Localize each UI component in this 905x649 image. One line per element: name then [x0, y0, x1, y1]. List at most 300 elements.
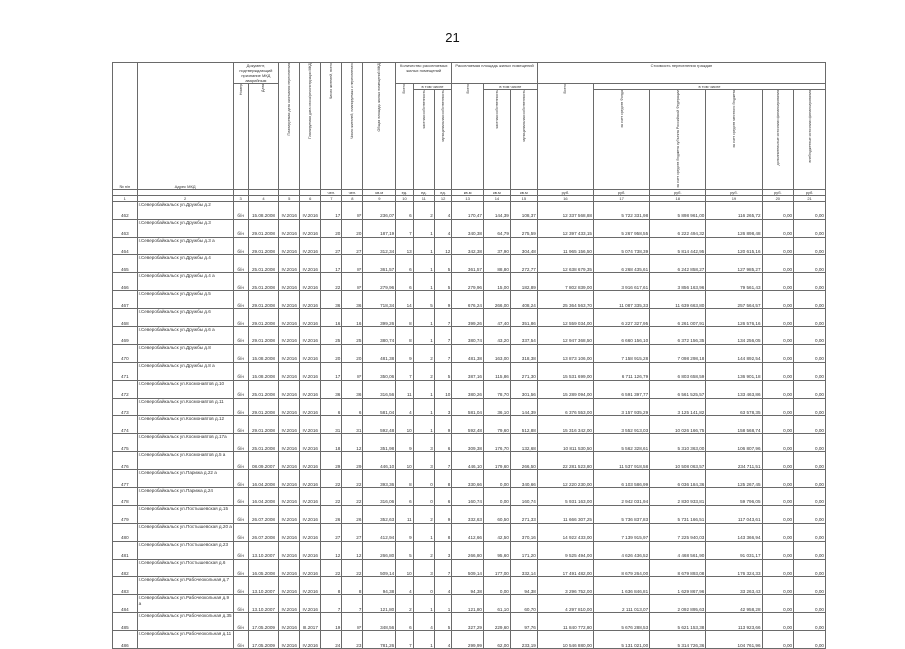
- table-cell: IV.2016: [279, 344, 300, 362]
- table-cell: 60,50: [483, 505, 510, 523]
- table-cell: 0,00: [762, 237, 794, 255]
- table-cell: 0,00: [762, 326, 794, 344]
- unit-cell: кв.м: [452, 189, 484, 195]
- column-index-cell: 13: [452, 195, 484, 201]
- table-cell: 12 947 368,50: [537, 326, 593, 344]
- table-cell: 8: [321, 577, 342, 595]
- table-cell: 5 074 738,39: [594, 237, 650, 255]
- table-cell: б/н: [233, 452, 248, 470]
- table-cell: 61,10: [483, 595, 510, 613]
- table-cell: 332,63: [452, 505, 484, 523]
- table-cell: 5 314 726,36: [650, 631, 706, 649]
- table-cell: 10: [396, 559, 414, 577]
- table-cell: 0,00: [794, 595, 826, 613]
- table-cell: 9 525 494,00: [537, 541, 593, 559]
- header-cell-area-total: Всего: [452, 84, 484, 190]
- table-cell: 399,26: [363, 309, 396, 327]
- table-cell: 8 679 264,00: [594, 559, 650, 577]
- table-cell: 408,24: [510, 291, 537, 309]
- table-cell: 8*: [342, 613, 363, 631]
- header-cell-area-private: частная собственность: [483, 90, 510, 190]
- table-cell: IV.2016: [279, 505, 300, 523]
- table-cell: 361,57: [363, 255, 396, 273]
- table-cell: 472: [113, 380, 138, 398]
- table-cell: 5 931 163,00: [537, 487, 593, 505]
- table-cell: IV.2016: [300, 434, 321, 452]
- table-cell: б/н: [233, 344, 248, 362]
- table-cell: 2 830 933,81: [650, 487, 706, 505]
- table-cell: 176 324,33: [706, 559, 762, 577]
- address-cell: г.Северобайкальск ул.Дружбы д.8 а: [137, 362, 233, 380]
- table-cell: 481,38: [452, 344, 484, 362]
- table-row: [113, 309, 826, 327]
- table-cell: б/н: [233, 273, 248, 291]
- table-cell: 0,00: [794, 505, 826, 523]
- table-cell: 234 711,51: [706, 452, 762, 470]
- table-cell: 462: [113, 201, 138, 219]
- table-cell: 13.10.2007: [248, 595, 278, 613]
- table-cell: 8: [434, 523, 452, 541]
- header-cell-cost-extrabudget: внебюджетные источники финансирования: [794, 90, 826, 190]
- table-cell: 94,38: [510, 577, 537, 595]
- table-cell: 348,56: [363, 613, 396, 631]
- table-cell: 0,00: [762, 595, 794, 613]
- table-cell: IV.2016: [300, 541, 321, 559]
- table-cell: 125 267,45: [706, 470, 762, 488]
- table-cell: 5 267 958,55: [594, 219, 650, 237]
- table-cell: 17 491 482,00: [537, 559, 593, 577]
- table-cell: 16.05.2008: [248, 559, 278, 577]
- table-cell: 95,60: [483, 541, 510, 559]
- table-cell: 3: [413, 434, 434, 452]
- table-cell: 0,00: [762, 541, 794, 559]
- table-cell: 380,74: [363, 326, 396, 344]
- unit-cell: руб.: [650, 189, 706, 195]
- table-cell: 2: [413, 344, 434, 362]
- table-cell: IV.2016: [300, 595, 321, 613]
- table-cell: 6: [396, 255, 414, 273]
- table-cell: 3: [413, 452, 434, 470]
- table-cell: 187,19: [363, 219, 396, 237]
- column-index-cell: 5: [279, 195, 300, 201]
- table-cell: 29.01.2008: [248, 416, 278, 434]
- table-cell: 8*: [342, 255, 363, 273]
- table-cell: 337,54: [510, 326, 537, 344]
- table-header: [113, 63, 826, 202]
- address-cell: г.Северобайкальск ул.Дружбы д.6: [137, 309, 233, 327]
- table-cell: 15,00: [483, 273, 510, 291]
- table-cell: 29.01.2008: [248, 219, 278, 237]
- table-cell: 1: [413, 237, 434, 255]
- table-row: [113, 487, 826, 505]
- table-cell: 31: [321, 416, 342, 434]
- table-cell: 781,26: [363, 631, 396, 649]
- table-cell: 24: [321, 631, 342, 649]
- table-cell: 12: [342, 434, 363, 452]
- table-cell: 117 043,61: [706, 505, 762, 523]
- table-cell: 7: [434, 452, 452, 470]
- table-cell: б/н: [233, 523, 248, 541]
- table-cell: 0,00: [794, 541, 826, 559]
- table-cell: 351,86: [510, 309, 537, 327]
- table-row: [113, 398, 826, 416]
- table-cell: 0,00: [794, 452, 826, 470]
- table-cell: 12: [321, 541, 342, 559]
- table-cell: 340,38: [452, 219, 484, 237]
- table-cell: 4 297 810,00: [537, 595, 593, 613]
- address-cell: г.Северобайкальск ул.Космонавтов д.10: [137, 380, 233, 398]
- table-cell: 309,38: [452, 434, 484, 452]
- table-cell: 0,00: [794, 219, 826, 237]
- address-cell: г.Северобайкальск ул.Космонавтов д.5 а: [137, 452, 233, 470]
- table-cell: 3 856 163,96: [650, 273, 706, 291]
- address-cell: г.Северобайкальск ул.Рабочеокольная д.35: [137, 613, 233, 631]
- table-cell: 0,00: [762, 219, 794, 237]
- header-cell-residents-total: Число жителей, всего: [321, 63, 342, 190]
- table-cell: 412,66: [452, 523, 484, 541]
- table-cell: 271,33: [510, 505, 537, 523]
- unit-cell: чел.: [321, 189, 342, 195]
- table-cell: 6 711 126,79: [594, 362, 650, 380]
- table-cell: 08.09.2007: [248, 452, 278, 470]
- table-cell: IV.2016: [279, 273, 300, 291]
- table-cell: 279,96: [452, 273, 484, 291]
- table-cell: 108,37: [510, 201, 537, 219]
- table-cell: 14 922 433,00: [537, 523, 593, 541]
- table-cell: 486: [113, 631, 138, 649]
- table-cell: IV.2016: [300, 273, 321, 291]
- table-cell: 25.01.2008: [248, 434, 278, 452]
- table-row: [113, 595, 826, 613]
- table-cell: 1: [413, 219, 434, 237]
- table-cell: 399,26: [452, 309, 484, 327]
- unit-cell: руб.: [794, 189, 826, 195]
- table-cell: IV.2016: [279, 309, 300, 327]
- table-cell: 6 222 494,32: [650, 219, 706, 237]
- table-cell: 0,00: [762, 362, 794, 380]
- unit-cell: руб.: [537, 189, 593, 195]
- table-cell: 5 562 328,61: [594, 434, 650, 452]
- table-cell: 0,00: [794, 398, 826, 416]
- table-cell: 26: [321, 505, 342, 523]
- table-cell: 8*: [342, 273, 363, 291]
- resettlement-table-wrapper: [112, 62, 826, 649]
- table-cell: б/н: [233, 237, 248, 255]
- table-cell: 6 268 435,61: [594, 255, 650, 273]
- table-cell: 266,80: [452, 541, 484, 559]
- table-cell: 11 666 307,25: [537, 505, 593, 523]
- table-cell: 6: [396, 201, 414, 219]
- column-index-cell: 16: [537, 195, 593, 201]
- table-cell: IV.2016: [300, 631, 321, 649]
- table-cell: IV.2016: [279, 541, 300, 559]
- table-cell: 9: [434, 416, 452, 434]
- table-cell: 279,96: [363, 273, 396, 291]
- table-cell: 0,00: [762, 577, 794, 595]
- table-row: [113, 344, 826, 362]
- table-cell: 0: [413, 487, 434, 505]
- table-cell: 7: [396, 362, 414, 380]
- table-cell: 31: [342, 416, 363, 434]
- table-cell: 1: [413, 631, 434, 649]
- table-cell: 36,10: [483, 398, 510, 416]
- header-sub-cost-incl: в том числе: [594, 84, 826, 90]
- table-cell: 126 898,48: [706, 219, 762, 237]
- address-cell: г.Северобайкальск ул.Космонавтов д.17а: [137, 434, 233, 452]
- table-cell: IV.2016: [279, 291, 300, 309]
- table-cell: 79,60: [483, 416, 510, 434]
- table-cell: 22: [321, 559, 342, 577]
- table-cell: 481: [113, 541, 138, 559]
- table-row: [113, 434, 826, 452]
- table-cell: IV.2016: [300, 255, 321, 273]
- table-row: [113, 237, 826, 255]
- table-cell: 22 281 523,80: [537, 452, 593, 470]
- header-cell-residents-resettled: Число жителей, планируемых к переселению: [342, 63, 363, 190]
- table-cell: 121,80: [363, 595, 396, 613]
- table-cell: 22: [342, 559, 363, 577]
- table-cell: 4: [434, 577, 452, 595]
- table-cell: 0,00: [762, 470, 794, 488]
- table-cell: IV.2016: [279, 255, 300, 273]
- header-cell-rooms-private: частная собственность: [413, 90, 434, 190]
- table-cell: 12 220 230,00: [537, 470, 593, 488]
- table-cell: 304,48: [510, 237, 537, 255]
- table-cell: 115,86: [483, 362, 510, 380]
- table-cell: IV.2016: [279, 398, 300, 416]
- table-cell: 15 531 699,00: [537, 362, 593, 380]
- table-cell: 484: [113, 595, 138, 613]
- table-cell: 483: [113, 577, 138, 595]
- address-cell: г.Северобайкальск ул.Дружбы д.3: [137, 219, 233, 237]
- table-cell: 20: [342, 219, 363, 237]
- header-group-documents: Документ, подтверждающий признание МКД аварийным: [233, 63, 279, 84]
- column-index-cell: 2: [137, 195, 233, 201]
- table-cell: 13: [396, 237, 414, 255]
- column-index-cell: 11: [413, 195, 434, 201]
- table-cell: 0,00: [794, 309, 826, 327]
- table-cell: 3 125 141,82: [650, 398, 706, 416]
- table-cell: IV.2016: [300, 326, 321, 344]
- table-cell: 7: [342, 595, 363, 613]
- table-cell: 0,00: [794, 326, 826, 344]
- table-cell: 27: [321, 523, 342, 541]
- table-cell: 6 242 858,27: [650, 255, 706, 273]
- table-row: [113, 452, 826, 470]
- table-cell: 36: [342, 380, 363, 398]
- table-cell: 6 376 553,00: [537, 398, 593, 416]
- table-cell: 1: [413, 255, 434, 273]
- table-cell: б/н: [233, 434, 248, 452]
- table-cell: б/н: [233, 362, 248, 380]
- table-cell: 60,70: [510, 595, 537, 613]
- header-cell-resettlement-date: Планируемая дата окончания переселения: [279, 63, 300, 190]
- unit-cell: кв.м: [363, 189, 396, 195]
- table-cell: 116 265,72: [706, 201, 762, 219]
- table-cell: 482: [113, 559, 138, 577]
- table-cell: 5 898 961,00: [650, 201, 706, 219]
- header-group-rooms: Количество расселяемых жилых помещений: [396, 63, 452, 84]
- table-cell: 1: [413, 326, 434, 344]
- address-cell: г.Северобайкальск ул.Постышевская д.23: [137, 541, 233, 559]
- table-cell: 330,66: [452, 470, 484, 488]
- table-cell: 10 026 166,75: [650, 416, 706, 434]
- table-cell: 29: [342, 452, 363, 470]
- table-cell: 10 811 530,50: [537, 434, 593, 452]
- column-index-cell: 8: [342, 195, 363, 201]
- table-row: [113, 291, 826, 309]
- table-cell: 5 736 837,83: [594, 505, 650, 523]
- table-cell: 7 225 940,03: [650, 523, 706, 541]
- table-cell: IV.2016: [279, 362, 300, 380]
- table-cell: IV.2016: [300, 559, 321, 577]
- table-cell: IV.2016: [279, 201, 300, 219]
- header-cell-cost-total: Всего: [537, 84, 593, 190]
- table-cell: 2: [413, 362, 434, 380]
- table-cell: 16.04.2008: [248, 487, 278, 505]
- table-cell: 467: [113, 291, 138, 309]
- table-cell: 106 807,96: [706, 434, 762, 452]
- table-cell: 25: [321, 326, 342, 344]
- unit-cell: ед.: [396, 189, 414, 195]
- table-cell: 0,00: [762, 631, 794, 649]
- table-cell: 13.10.2007: [248, 577, 278, 595]
- table-cell: 10 508 063,57: [650, 452, 706, 470]
- table-cell: IV.2016: [279, 613, 300, 631]
- table-cell: 0,00: [483, 470, 510, 488]
- table-cell: IV.2016: [279, 595, 300, 613]
- resettlement-table: [112, 62, 826, 649]
- table-cell: 144 892,54: [706, 344, 762, 362]
- table-cell: 158 568,74: [706, 416, 762, 434]
- table-cell: 8: [434, 470, 452, 488]
- table-cell: 5 676 288,53: [594, 613, 650, 631]
- header-cell-doc-number: Номер: [233, 84, 248, 190]
- table-cell: 446,10: [363, 452, 396, 470]
- table-cell: 29.01.2008: [248, 326, 278, 344]
- table-cell: 25.01.2008: [248, 273, 278, 291]
- table-cell: 12 559 034,00: [537, 309, 593, 327]
- table-cell: 88,80: [483, 255, 510, 273]
- address-cell: г.Северобайкальск ул.Дружбы д.4: [137, 255, 233, 273]
- column-index-cell: 15: [510, 195, 537, 201]
- table-cell: 0,00: [762, 344, 794, 362]
- table-cell: 0,00: [794, 237, 826, 255]
- table-cell: 0: [413, 577, 434, 595]
- table-cell: 266,50: [510, 452, 537, 470]
- table-row: [113, 201, 826, 219]
- table-cell: 0,00: [762, 505, 794, 523]
- table-row: [113, 523, 826, 541]
- header-cell-area-municipal: муниципальная собственность: [510, 90, 537, 190]
- table-cell: 6 227 327,95: [594, 309, 650, 327]
- table-row: [113, 219, 826, 237]
- header-group-cost: Стоимость переселения граждан: [537, 63, 825, 84]
- header-sub-rooms-incl: в том числе: [413, 84, 452, 90]
- table-cell: 466: [113, 273, 138, 291]
- table-cell: 8: [342, 577, 363, 595]
- table-cell: 17: [321, 362, 342, 380]
- table-cell: 464: [113, 237, 138, 255]
- table-cell: 0,00: [794, 577, 826, 595]
- table-cell: 0,00: [762, 487, 794, 505]
- table-cell: 3 552 913,03: [594, 416, 650, 434]
- table-cell: 342,38: [452, 237, 484, 255]
- table-cell: 4: [413, 613, 434, 631]
- address-cell: г.Северобайкальск ул.Дружбы д.4 а: [137, 273, 233, 291]
- table-cell: 22: [321, 273, 342, 291]
- unit-cell: кв.м: [510, 189, 537, 195]
- address-cell: г.Северобайкальск ул.Постышевская д.20 а: [137, 523, 233, 541]
- table-cell: 5 731 166,51: [650, 505, 706, 523]
- table-cell: 12: [434, 237, 452, 255]
- table-cell: 4: [434, 631, 452, 649]
- column-index-cell: 3: [233, 195, 248, 201]
- table-cell: IV.2016: [279, 219, 300, 237]
- table-cell: 0,00: [794, 559, 826, 577]
- table-cell: 0,00: [794, 613, 826, 631]
- table-cell: 380,26: [452, 380, 484, 398]
- table-cell: 62,00: [483, 631, 510, 649]
- table-cell: 5 722 331,98: [594, 201, 650, 219]
- table-cell: IV.2016: [279, 326, 300, 344]
- table-cell: IV.2016: [300, 380, 321, 398]
- table-cell: 0,00: [794, 201, 826, 219]
- table-cell: 127 985,27: [706, 255, 762, 273]
- table-cell: 7: [434, 326, 452, 344]
- table-cell: 471: [113, 362, 138, 380]
- table-cell: 15.08.2008: [248, 362, 278, 380]
- table-cell: 37,90: [483, 237, 510, 255]
- table-cell: 0,00: [762, 273, 794, 291]
- table-cell: 97,76: [510, 613, 537, 631]
- table-cell: 79 561,43: [706, 273, 762, 291]
- table-cell: б/н: [233, 255, 248, 273]
- table-cell: 12 638 679,35: [537, 255, 593, 273]
- table-cell: 6 591 397,77: [594, 380, 650, 398]
- table-cell: 1: [413, 380, 434, 398]
- address-cell: г.Северобайкальск ул.Космонавтов д.12: [137, 416, 233, 434]
- table-cell: 272,77: [510, 255, 537, 273]
- table-cell: 0,00: [762, 380, 794, 398]
- table-cell: 0,00: [762, 291, 794, 309]
- table-body: [113, 201, 826, 648]
- table-cell: 91 031,17: [706, 541, 762, 559]
- table-cell: 7 158 915,28: [594, 344, 650, 362]
- table-cell: 8: [396, 326, 414, 344]
- table-cell: 1: [413, 595, 434, 613]
- table-cell: 0,00: [762, 416, 794, 434]
- address-cell: г.Северобайкальск ул.Рабочеокольная д.7: [137, 577, 233, 595]
- column-index-cell: 17: [594, 195, 650, 201]
- table-cell: 6 036 184,36: [650, 470, 706, 488]
- table-cell: 5 131 021,00: [594, 631, 650, 649]
- table-cell: 718,34: [363, 291, 396, 309]
- table-cell: 104 761,96: [706, 631, 762, 649]
- table-cell: IV.2016: [300, 487, 321, 505]
- table-cell: 478: [113, 487, 138, 505]
- table-cell: 475: [113, 434, 138, 452]
- table-cell: IV.2016: [300, 505, 321, 523]
- table-cell: 94,38: [452, 577, 484, 595]
- table-cell: 233,19: [510, 631, 537, 649]
- table-cell: 43,20: [483, 326, 510, 344]
- column-index-cell: 21: [794, 195, 826, 201]
- table-cell: 271,30: [510, 362, 537, 380]
- table-cell: 8*: [342, 201, 363, 219]
- table-cell: 476: [113, 452, 138, 470]
- table-cell: IV.2016: [279, 380, 300, 398]
